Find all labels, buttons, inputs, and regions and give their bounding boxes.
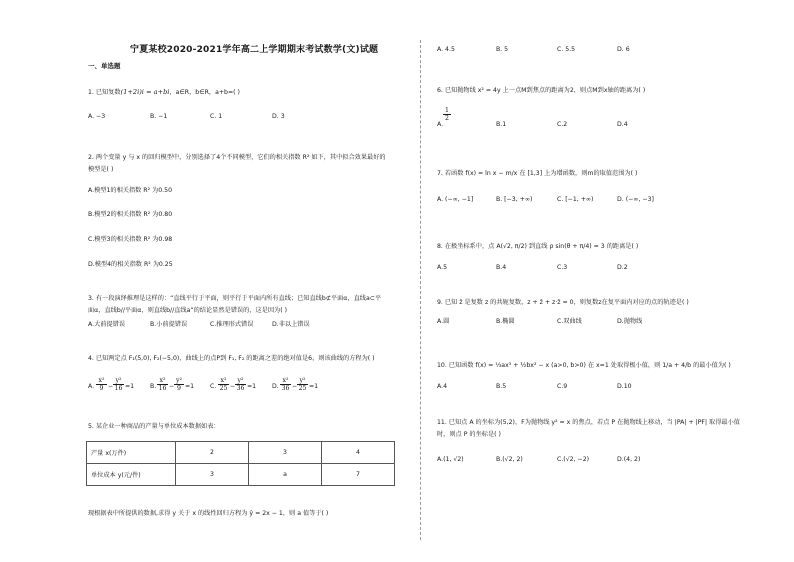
q4-option-b-frac1: [157, 377, 168, 392]
q4-option-c-frac2: [235, 377, 246, 392]
q7-option-b[interactable]: B. [−3, +∞): [496, 196, 533, 203]
q1-option-d[interactable]: D. 3: [272, 113, 285, 120]
q4-c-tail: =1: [247, 383, 257, 390]
q4-a-den2: 16: [114, 385, 123, 392]
question-1-expr: (1+2i)i = a+bi: [120, 88, 170, 96]
q7-option-d[interactable]: D. (−∞, −3]: [617, 196, 654, 203]
q4-option-c-prefix: C.: [210, 383, 217, 390]
table-cell: a: [249, 464, 322, 486]
exam-title: 宁夏某校2020-2021学年高二上学期期末考试数学(文)试题: [130, 45, 379, 55]
q4-d-den1: 36: [281, 385, 290, 392]
q8-option-b[interactable]: B.4: [496, 264, 507, 271]
q2-option-d[interactable]: D.模型4的相关指数 R² 为0.25: [88, 261, 173, 268]
question-2-line-2: 模型是( ): [88, 166, 114, 173]
q9-option-a[interactable]: A.圆: [437, 318, 450, 325]
table-cell: 4: [322, 442, 395, 464]
q4-b-minus: −: [169, 383, 175, 390]
q6-option-a-prefix: A.: [437, 121, 444, 128]
q4-c-num2: y²: [237, 377, 244, 384]
question-5-line-1: 5. 某企业一种商品的产量与单位成本数据如表：: [88, 423, 220, 430]
q4-b-den1: 16: [158, 385, 167, 392]
q9-option-c[interactable]: C.双曲线: [557, 318, 582, 325]
q10-option-b[interactable]: B.5: [496, 383, 507, 390]
q8-option-a[interactable]: A.5: [437, 264, 448, 271]
q4-b-tail: =1: [185, 383, 195, 390]
table-cell: 2: [176, 442, 249, 464]
q2-option-b[interactable]: B.模型2的相关指数 R² 为0.80: [88, 211, 173, 218]
question-7: 7. 若函数 f(x) = ln x − m/x 在 [1,3] 上为增函数，则m的取值范围为( ): [437, 170, 638, 177]
q3-option-a[interactable]: A.大前提错误: [88, 321, 126, 328]
q3-option-d[interactable]: D.非以上错误: [272, 321, 310, 328]
question-9: 9. 已知 z̄ 是复数 z 的共轭复数，z + z̄ + z·z̄ = 0，则复数z在复平面内对应的点的轨迹是( ): [437, 299, 689, 306]
q3-option-b[interactable]: B.小前提错误: [150, 321, 188, 328]
q4-option-b-prefix: B.: [150, 383, 157, 390]
question-4: 4. 已知两定点 F₁(5,0), F₂(−5,0)，曲线上的点P到 F₁, F₂ 的距离之差的绝对值是6，则该曲线的方程为( ): [88, 355, 375, 362]
q6-a-num: 1: [445, 107, 449, 114]
table-header-cell: 产量 x(万件): [87, 442, 176, 464]
q5-option-a[interactable]: A. 4.5: [437, 46, 455, 53]
question-2-line-1: 2. 两个变量 y 与 x 的回归模型中，分别选择了4个不同模型，它们的相关指数 R² 如下，其中拟合效果最好的: [88, 154, 386, 161]
q6-option-d[interactable]: D.4: [617, 121, 628, 128]
q3-option-c[interactable]: C.推理形式错误: [210, 321, 254, 328]
q4-option-b-frac2: [174, 377, 184, 392]
q1-option-b[interactable]: B. −1: [150, 113, 168, 120]
q11-option-d[interactable]: D.(4, 2): [617, 456, 641, 463]
q4-d-num1: x²: [282, 377, 289, 384]
question-8: 8. 在极坐标系中，点 A(√2, π/2) 到直线 ρ sin(θ + π/4) = 3 的距离是( ): [437, 243, 639, 250]
q4-d-den2: 25: [298, 385, 307, 392]
q8-option-c[interactable]: C.3: [557, 264, 568, 271]
table-row: [87, 464, 395, 486]
q4-option-d-prefix: D.: [272, 383, 279, 390]
q4-a-num2: y²: [115, 377, 122, 384]
question-11-line-2: 时，则点 P 的坐标是( ): [437, 431, 501, 438]
q4-a-den1: 9: [99, 385, 104, 392]
q10-option-c[interactable]: C.9: [557, 383, 568, 390]
q4-d-tail: =1: [309, 383, 319, 390]
q4-c-num1: x²: [220, 377, 227, 384]
question-1-text-b: ，a∈R，b∈R，a+b=( ): [169, 89, 240, 96]
q7-option-a[interactable]: A. (−∞, −1]: [437, 196, 474, 203]
q1-option-c[interactable]: C. 1: [210, 113, 223, 120]
q10-option-a[interactable]: A.4: [437, 383, 448, 390]
q10-option-d[interactable]: D.10: [617, 383, 632, 390]
question-3-line-1: 3. 有一段演绎推理是这样的：“直线平行于平面，则平行于平面内所有直线；已知直线b⊄平面α，直线a⊂平: [88, 295, 382, 302]
q4-option-d-frac2: [297, 377, 308, 392]
column-divider: [420, 40, 421, 540]
q4-a-num1: x²: [98, 377, 105, 384]
question-1: [88, 88, 240, 97]
q4-a-tail: =1: [125, 383, 135, 390]
q4-b-num1: x²: [159, 377, 166, 384]
q6-option-c[interactable]: C.2: [557, 121, 568, 128]
q5-option-c[interactable]: C. 5.5: [557, 46, 576, 53]
q6-option-a-frac: [443, 107, 451, 122]
q11-option-a[interactable]: A.(1, √2): [437, 456, 464, 463]
q2-option-c[interactable]: C.模型3的相关指数 R² 为0.98: [88, 236, 173, 243]
q9-option-b[interactable]: B.椭圆: [496, 318, 515, 325]
q4-option-a-frac2: [113, 377, 124, 392]
q4-b-num2: y²: [176, 377, 182, 384]
table-cell: 3: [249, 442, 322, 464]
q4-option-a-prefix: A.: [88, 383, 95, 390]
q4-d-num2: y²: [299, 377, 306, 384]
question-6: 6. 已知抛物线 x² = 4y 上一点M到焦点的距离为2，则点M到x轴的距离为( ): [437, 87, 646, 94]
q7-option-c[interactable]: C. [−1, +∞): [557, 196, 594, 203]
q4-c-den1: 25: [219, 385, 228, 392]
table-header-cell: 单位成本 y(元/件): [87, 464, 176, 486]
q4-b-den2: 9: [177, 385, 181, 392]
table-cell: 7: [322, 464, 395, 486]
q5-option-b[interactable]: B. 5: [496, 46, 509, 53]
q4-c-den2: 36: [236, 385, 245, 392]
question-11-line-1: 11. 已知点 A 的坐标为(5,2)，F为抛物线 y² = x 的焦点，若点 P 在抛物线上移动，当 |PA| + |PF| 取得最小值: [437, 419, 740, 426]
q2-option-a[interactable]: A.模型1的相关指数 R² 为0.50: [88, 187, 173, 194]
q4-c-minus: −: [230, 383, 236, 390]
production-cost-table: [86, 441, 395, 486]
section-heading: 一、单选题: [88, 62, 121, 70]
q9-option-d[interactable]: D.抛物线: [617, 318, 643, 325]
question-1-text-a: 1. 已知复数: [88, 89, 121, 96]
question-3-line-2: 面α，直线b//平面α，则直线b//直线a”的结论显然是错误的，这是因为( ): [88, 307, 288, 314]
q4-option-d-frac1: [280, 377, 291, 392]
table-cell: 3: [176, 464, 249, 486]
q4-a-minus: −: [108, 383, 114, 390]
q11-option-c[interactable]: C.(√2, −2): [557, 456, 590, 463]
q5-option-d[interactable]: D. 6: [617, 46, 630, 53]
question-5-line-2: 现根据表中所提供的数据,求得 y 关于 x 的线性回归方程为 ŷ = 2x − 1，则 a 值等于( ): [88, 510, 329, 517]
table-row: [87, 442, 395, 464]
q4-option-a-frac1: [96, 377, 107, 392]
q4-d-minus: −: [292, 383, 298, 390]
q6-option-b[interactable]: B.1: [496, 121, 507, 128]
q4-option-c-frac1: [218, 377, 229, 392]
q11-option-b[interactable]: B.(√2, 2): [496, 456, 523, 463]
q8-option-d[interactable]: D.2: [617, 264, 628, 271]
q1-option-a[interactable]: A. −3: [88, 113, 106, 120]
question-10: 10. 已知函数 f(x) = ⅓ax³ + ½bx² − x (a>0, b>0) 在 x=1 处取得极小值，则 1/a + 4/b 的最小值为( ): [437, 362, 731, 369]
q6-a-den: 2: [445, 115, 449, 122]
